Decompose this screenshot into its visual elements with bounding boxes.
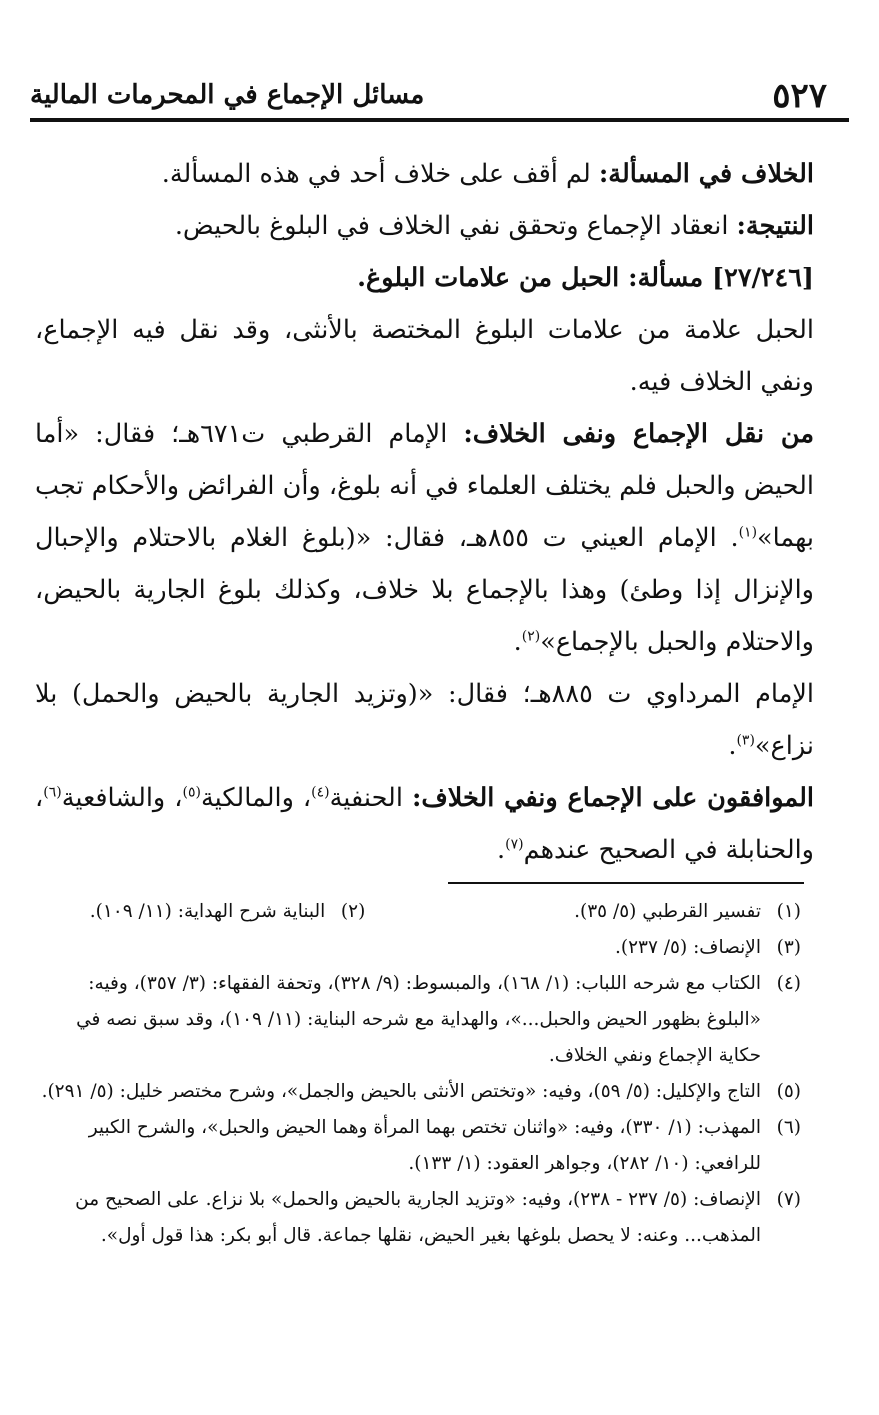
agree-hanbali: ، والحنابلة في الصحيح عندهم xyxy=(35,783,814,865)
footnote-ref-6: (٦) xyxy=(43,784,62,801)
footnote-ref-1: (١) xyxy=(738,524,758,541)
footnote-number: (١) xyxy=(776,901,801,922)
mardawi-paragraph xyxy=(35,668,814,772)
footnote-ref-4: (٤) xyxy=(311,784,330,801)
footnote-3 xyxy=(40,930,801,966)
issue-heading: [٢٧/٢٤٦] مسألة: الحبل من علامات البلوغ. xyxy=(357,263,814,293)
period: . xyxy=(497,835,506,865)
period: . xyxy=(513,627,522,657)
header-rule xyxy=(30,118,849,122)
footnote-number: (٦) xyxy=(776,1117,801,1138)
footnote-text: البناية شرح الهداية: (١١/ ١٠٩). xyxy=(89,901,326,922)
footnote-number: (٥) xyxy=(776,1081,801,1102)
agree-paragraph xyxy=(35,772,814,876)
naql-paragraph xyxy=(35,408,814,668)
naql-label: من نقل الإجماع ونفى الخلاف: xyxy=(463,419,814,449)
footnote-text: الإنصاف: (٥/ ٢٣٧ - ٢٣٨)، وفيه: «وتزيد الجارية بالحيض والحمل» بلا نزاع. على الصحيح من المذهب... وعنه: لا يحصل بلوغها بغير الحيض، نقلها جماعة. قال أبو بكر: هذا قول أول». xyxy=(75,1189,761,1246)
khilaf-text: لم أقف على خلاف أحد في هذه المسألة. xyxy=(161,159,599,189)
result-paragraph xyxy=(35,200,814,252)
footnote-text: تفسير القرطبي (٥/ ٣٥). xyxy=(574,901,761,922)
result-label: النتيجة: xyxy=(736,211,814,241)
mardawi-quote: «(وتزيد الجارية بالحيض والحمل) بلا نزاع» xyxy=(35,679,814,761)
khilaf-label: الخلاف في المسألة: xyxy=(598,159,814,189)
footnote-ref-3: (٣) xyxy=(736,732,755,749)
footnote-number: (٢) xyxy=(340,901,366,922)
footnote-ref-5: (٥) xyxy=(182,784,201,801)
footnotes xyxy=(40,894,801,1254)
page-header xyxy=(30,70,849,122)
mardawi-lead: الإمام المرداوي ت ٨٨٥هـ؛ فقال: xyxy=(433,679,814,709)
footnote-2 xyxy=(40,894,365,930)
footnote-row-1-2 xyxy=(40,894,801,930)
intro-paragraph: الحبل علامة من علامات البلوغ المختصة بالأنثى، وقد نقل فيه الإجماع، ونفي الخلاف فيه. xyxy=(35,315,814,397)
aini-lead: . الإمام العيني ت ٨٥٥هـ، فقال: xyxy=(371,523,739,553)
footnote-text: التاج والإكليل: (٥/ ٥٩)، وفيه: «وتختص الأنثى بالحيض والجمل»، وشرح مختصر خليل: (٥/ ٢٩١). xyxy=(41,1081,761,1102)
footnote-5 xyxy=(40,1074,801,1110)
footnote-text: المهذب: (١/ ٣٣٠)، وفيه: «واثنان تختص بهما المرأة وهما الحيض والحبل»، والشرح الكبير للرافعي: (١٠/ ٢٨٢)، وجواهر العقود: (١/ ١٣٣). xyxy=(88,1117,761,1174)
footnote-text: الكتاب مع شرحه اللباب: (١/ ١٦٨)، والمبسوط: (٩/ ٣٢٨)، وتحفة الفقهاء: (٣/ ٣٥٧)، وفيه: «البلوغ بظهور الحيض والحبل...»، والهداية مع شرحه البناية: (١١/ ١٠٩)، وقد سبق نصه في حكاية الإجماع ونفي الخلاف. xyxy=(76,973,761,1066)
footnote-ref-2: (٢) xyxy=(521,628,541,645)
footnote-6 xyxy=(40,1110,801,1182)
footnote-separator xyxy=(448,882,804,884)
footnote-ref-7: (٧) xyxy=(505,836,524,853)
agree-hanafi: الحنفية xyxy=(329,783,412,813)
footnote-number: (٤) xyxy=(776,973,801,994)
main-text xyxy=(35,148,814,876)
footnote-number: (٣) xyxy=(776,937,801,958)
footnote-7 xyxy=(40,1182,801,1254)
footnote-number: (٧) xyxy=(776,1189,801,1210)
qurtubi-text: الإمام القرطبي ت٦٧١هـ؛ فقال: «أما الحيض والحبل فلم يختلف العلماء في أنه بلوغ، وأن الفرائض والأحكام تجب بهما» xyxy=(35,419,814,553)
result-text: انعقاد الإجماع وتحقق نفي الخلاف في البلوغ بالحيض. xyxy=(174,211,737,241)
footnote-1 xyxy=(365,894,801,930)
agree-label: الموافقون على الإجماع ونفي الخلاف: xyxy=(411,783,814,813)
khilaf-paragraph xyxy=(35,148,814,200)
page-number: ٥٢٧ xyxy=(772,76,827,116)
footnote-4 xyxy=(40,966,801,1074)
agree-maliki: ، والمالكية xyxy=(200,783,312,813)
footnote-text: الإنصاف: (٥/ ٢٣٧). xyxy=(614,937,761,958)
period: . xyxy=(728,731,737,761)
aini-quote: «(بلوغ الغلام بالاحتلام والإحبال والإنزال إذا وطئ) وهذا بالإجماع بلا خلاف، وكذلك بلوغ الجارية بالحيض، والاحتلام والحبل بالإجماع» xyxy=(35,523,814,657)
running-title: مسائل الإجماع في المحرمات المالية xyxy=(30,80,425,110)
agree-shafii: ، والشافعية xyxy=(61,783,183,813)
